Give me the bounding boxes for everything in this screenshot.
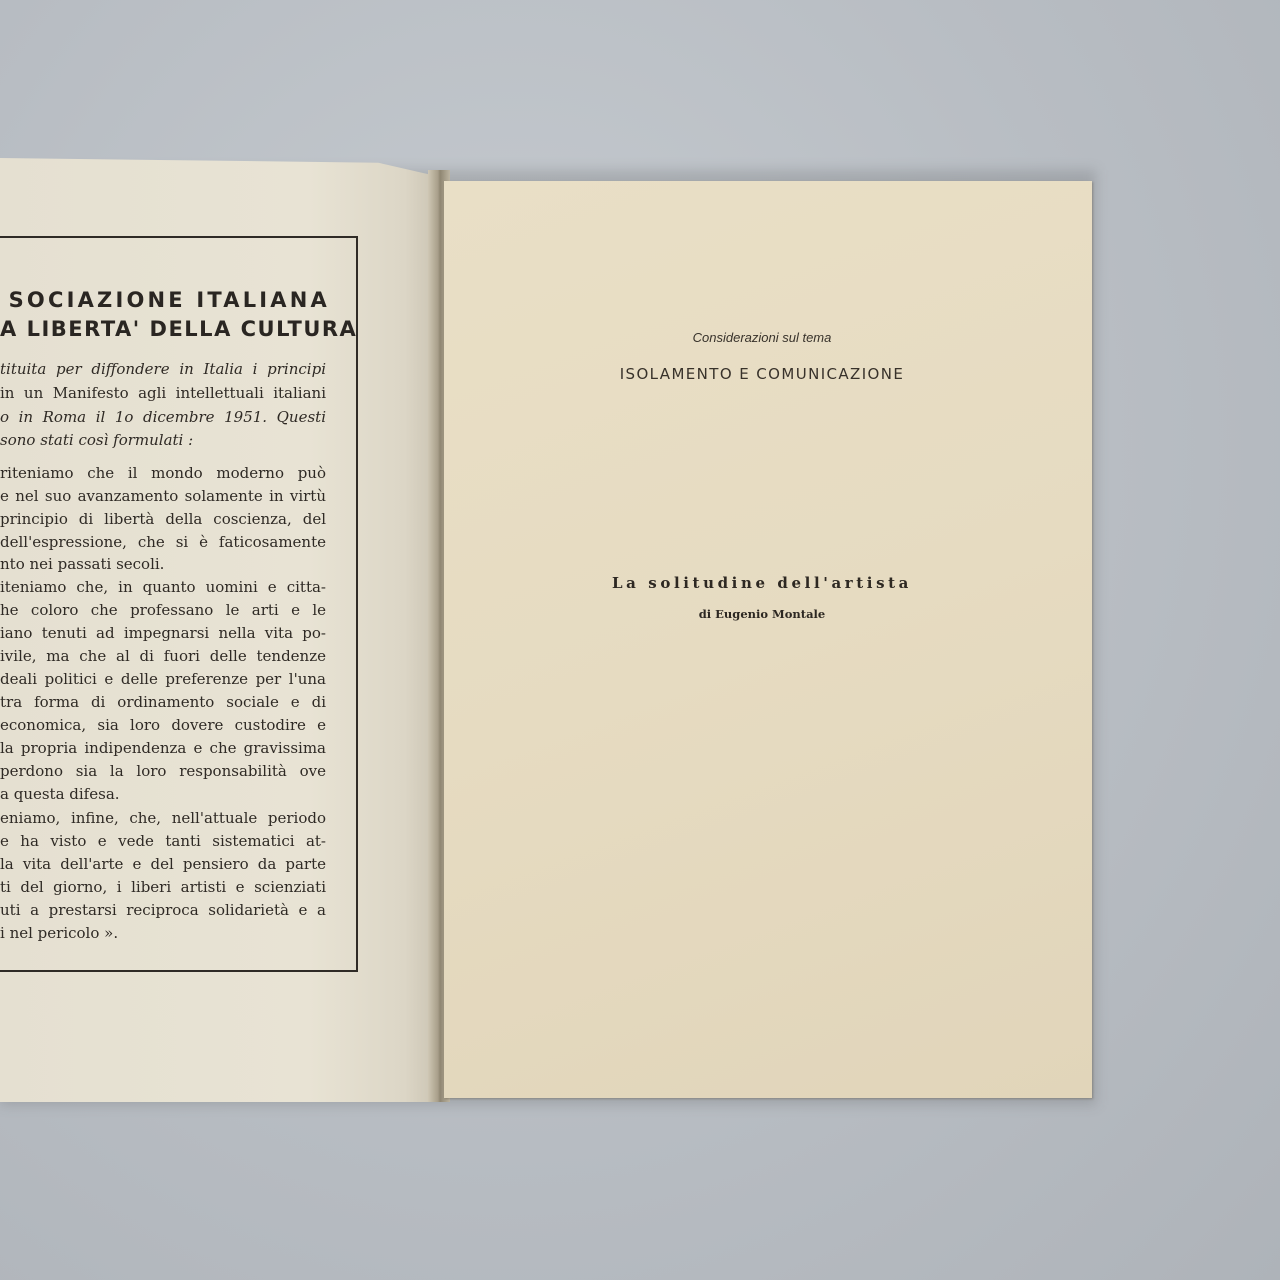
body-line: deali politici e delle preferenze per l'una <box>0 670 326 688</box>
body-line: principio di libertà della coscienza, del <box>0 510 326 528</box>
right-page <box>444 181 1092 1098</box>
body-line: economica, sia loro dovere custodire e <box>0 716 326 734</box>
body-line: ivile, ma che al di fuori delle tendenze <box>0 647 326 665</box>
association-title-line-2: A LIBERTA' DELLA CULTURA <box>0 317 358 341</box>
body-line: uti a prestarsi reciproca solidarietà e a <box>0 901 326 919</box>
association-title-line-1: SOCIAZIONE ITALIANA <box>8 288 330 312</box>
series-title: ISOLAMENTO E COMUNICAZIONE <box>619 365 905 383</box>
author-line: di Eugenio Montale <box>698 607 826 621</box>
body-line: riteniamo che il mondo moderno può <box>0 464 326 482</box>
body-line: e ha visto e vede tanti sistematici at- <box>0 832 326 850</box>
body-line: a questa difesa. <box>0 785 120 803</box>
essay-title: La solitudine dell'artista <box>612 574 912 592</box>
body-line: ti del giorno, i liberi artisti e scienziati <box>0 878 326 896</box>
body-line: iteniamo che, in quanto uomini e citta- <box>0 578 326 596</box>
body-line: perdono sia la loro responsabilità ove <box>0 762 326 780</box>
body-line: la propria indipendenza e che gravissima <box>0 739 326 757</box>
body-line: i nel pericolo ». <box>0 924 119 942</box>
body-line: in un Manifesto agli intellettuali italiani <box>0 384 326 402</box>
body-line: dell'espressione, che si è faticosamente <box>0 533 326 551</box>
body-line: sono stati così formulati : <box>0 431 194 449</box>
body-line: tituita per diffondere in Italia i principi <box>0 360 326 378</box>
body-line: nto nei passati secoli. <box>0 555 165 573</box>
series-label: Considerazioni sul tema <box>692 330 832 345</box>
body-line: iano tenuti ad impegnarsi nella vita po- <box>0 624 326 642</box>
body-line: o in Roma il 1o dicembre 1951. Questi <box>0 408 326 426</box>
body-line: eniamo, infine, che, nell'attuale periodo <box>0 809 326 827</box>
body-line: tra forma di ordinamento sociale e di <box>0 693 326 711</box>
body-line: la vita dell'arte e del pensiero da parte <box>0 855 326 873</box>
body-line: he coloro che professano le arti e le <box>0 601 326 619</box>
body-line: e nel suo avanzamento solamente in virtù <box>0 487 326 505</box>
